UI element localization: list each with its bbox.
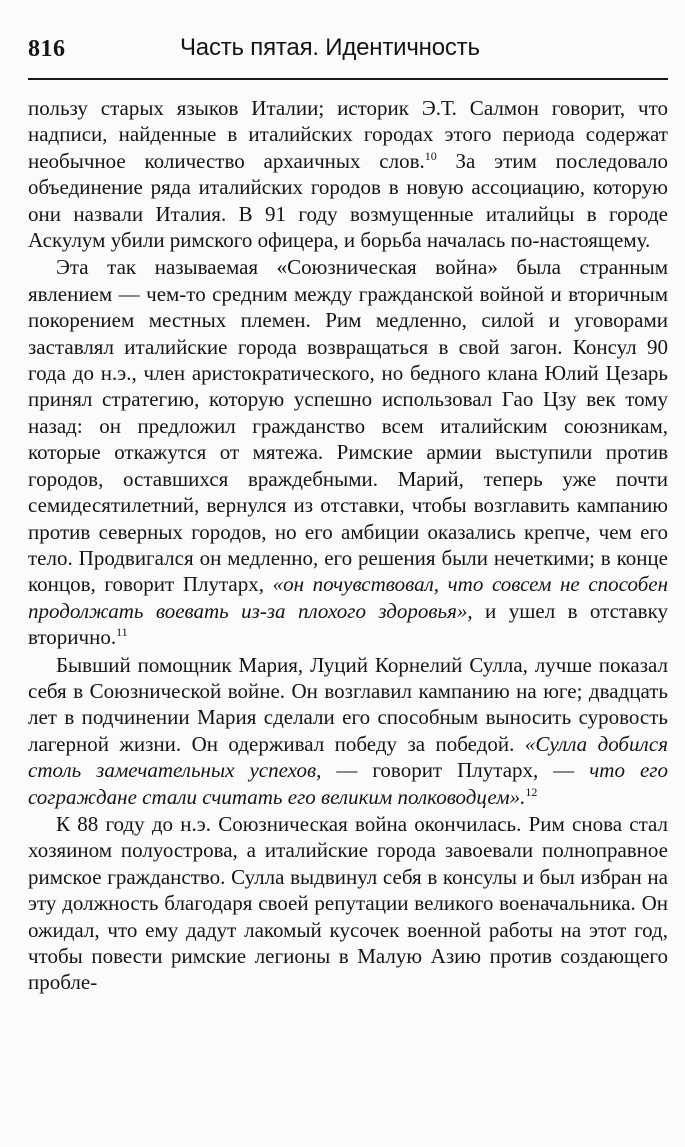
footnote-ref: 11 xyxy=(116,625,128,640)
paragraph-text: пользу старых языков Италии; историк Э.Т. Салмон говорит, что надписи, найденные в италийских городах этого периода содержат необычное количество архаичных слов. xyxy=(28,96,668,173)
paragraph-1 xyxy=(28,95,668,253)
quotation: что его сограждане стали считать его великим полководцем». xyxy=(28,758,668,809)
paragraph-text: Эта так называемая «Союзническая война» была странным явлением — чем-то средним между гражданской войной и вторичным покорением местных племен. Рим медленно, силой и уговорами заставлял италийские города возвращаться в свой загон. Консул 90 года до н.э., член аристократического, но бедного клана Юлий Цезарь принял стратегию, которую успешно использовал Гао Цзу век тому назад: он предложил гражданство всем италийским союзникам, которые откажутся от мятежа. Римские армии выступили против городов, оставшихся враждебными. Марий, теперь уже почти семидесятилетний, вернулся из отставки, чтобы возглавить кампанию против северных городов, но его амбиции оказались крепче, чем его тело. Продвигался он медленно, его решения были нечеткими; в конце концов, говорит Плутарх, xyxy=(28,255,668,597)
paragraph-text: К 88 году до н.э. Союзническая война окончилась. Рим снова стал хозяином полуострова, а италийские города завоевали полноправное римское гражданство. Сулла выдвинул себя в консулы и был избран на эту должность благодаря своей репутации великого военачальника. Он ожидал, что ему дадут лакомый кусочек военной работы на этот год, чтобы повести римские легионы в Малую Азию против создающего пробле- xyxy=(28,811,668,995)
footnote-ref: 10 xyxy=(424,148,437,163)
running-title: Часть пятая. Идентичность xyxy=(180,34,480,61)
header-rule xyxy=(28,78,668,80)
footnote-ref: 12 xyxy=(525,784,538,799)
paragraph-2 xyxy=(28,254,668,650)
page-number: 816 xyxy=(28,36,66,62)
paragraph-text: — говорит Плутарх, — xyxy=(321,758,590,783)
paragraph-4 xyxy=(28,811,668,996)
page-header xyxy=(28,30,668,70)
paragraph-text: За этим последовало объединение ряда италийских городов в новую ассоциацию, которую они назвали Италия. В 91 году возмущенные италийцы в городе Аскулум убили римского офицера, и борьба началась по-настоящему. xyxy=(28,148,668,253)
paragraph-3 xyxy=(28,652,668,810)
paragraph-text: , и ушел в отставку вторично. xyxy=(28,598,668,650)
quotation: «он почувствовал, что совсем не способен продолжать воевать из-за плохого здоровья» xyxy=(28,572,668,623)
body-text xyxy=(28,95,668,997)
quotation: «Сулла добился столь замечательных успехов, xyxy=(28,731,668,783)
paragraph-text: Бывший помощник Мария, Луций Корнелий Сулла, лучше показал себя в Союзнической войне. Он возглавил кампанию на юге; двадцать лет в подчинении Мария сделали его способным выносить суровость лагерной жизни. Он одерживал победу за победой. xyxy=(28,652,668,756)
